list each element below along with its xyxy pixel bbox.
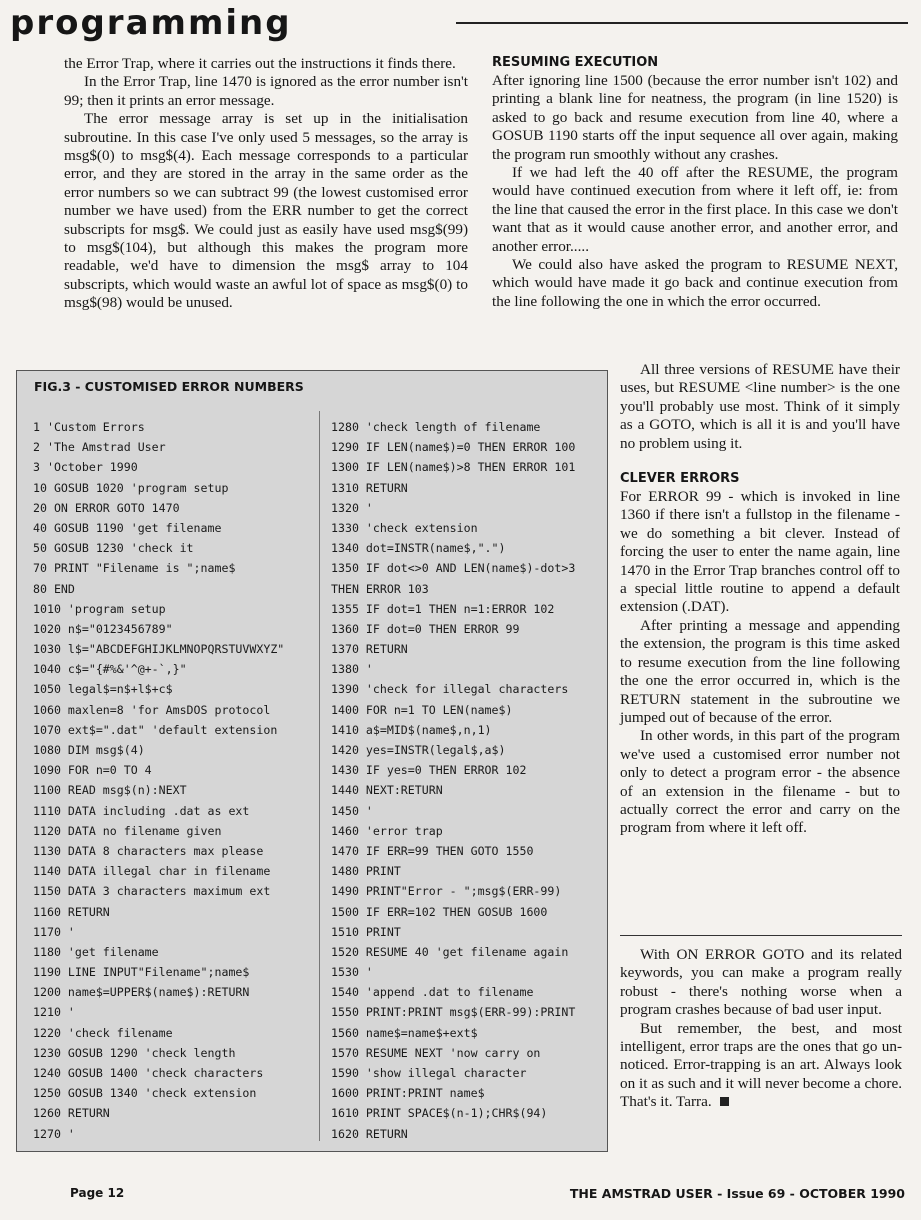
code-line: 1120 DATA no filename given (33, 823, 222, 838)
code-line: 1250 GOSUB 1340 'check extension (33, 1086, 257, 1101)
program-listing (16, 370, 608, 1152)
code-line: 70 PRINT "Filename is ";name$ (33, 561, 236, 576)
code-line: 1400 FOR n=1 TO LEN(name$) (331, 702, 513, 717)
paragraph: For ERROR 99 - which is invoked in line 1360 if there isn't a fullstop in the filename - we do something a bit clever. Instead of forcing the user to enter the name again, line 1470 in the Error Trap branches control off to a special little routine to append a default extension (.DAT). (620, 488, 900, 616)
listing-left-column (33, 417, 321, 1144)
code-line: 1070 ext$=".dat" 'default extension (33, 722, 278, 737)
listing-right-column (331, 417, 601, 1144)
code-line: 1560 name$=name$+ext$ (331, 1025, 478, 1040)
listing-title: FIG.3 - CUSTOMISED ERROR NUMBERS (34, 379, 304, 394)
code-line: 1090 FOR n=0 TO 4 (33, 763, 152, 778)
code-line: 1190 LINE INPUT"Filename";name$ (33, 965, 250, 980)
paragraph-with-end-mark (620, 1020, 902, 1112)
code-line: 1530 ' (331, 965, 373, 980)
code-line: 1260 RETURN (33, 1106, 110, 1121)
code-line: 1320 ' (331, 500, 373, 515)
section-title: programming (10, 3, 292, 43)
end-of-article-mark (720, 1097, 729, 1106)
code-line: 1 'Custom Errors (33, 420, 145, 434)
code-line: 1220 'check filename (33, 1025, 173, 1040)
magazine-footer: THE AMSTRAD USER - Issue 69 - OCTOBER 1990 (569, 1186, 905, 1201)
code-line: 50 GOSUB 1230 'check it (33, 541, 194, 556)
paragraph: After ignoring line 1500 (because the error number isn't 102) and printing a blank line for neatness, the program (in line 1520) is asked to go back and resume execution from line 40, where a GOSUB 1190 starts off the input sequence all over again, making the program run smoothly without any crashes. (492, 72, 898, 163)
code-line: 1610 PRINT SPACE$(n-1);CHR$(94) (331, 1106, 548, 1121)
code-line: 1280 'check length of filename (331, 420, 541, 434)
code-line: 1310 RETURN (331, 480, 408, 495)
code-line: 1240 GOSUB 1400 'check characters (33, 1066, 264, 1080)
code-line: 1290 IF LEN(name$)=0 THEN ERROR 100 (331, 440, 576, 455)
code-line: 80 END (33, 581, 75, 596)
code-line: 1110 DATA including .dat as ext (33, 803, 250, 818)
code-line: 1410 a$=MID$(name$,n,1) (331, 722, 492, 737)
code-line: 20 ON ERROR GOTO 1470 (33, 500, 180, 515)
code-line: 1180 'get filename (33, 944, 159, 959)
code-line: 1510 PRINT (331, 924, 401, 939)
code-line: 1100 READ msg$(n):NEXT (33, 783, 187, 798)
code-line: 1550 PRINT:PRINT msg$(ERR-99):PRINT (331, 1005, 576, 1020)
code-line: 1210 ' (33, 1005, 75, 1020)
code-line: THEN ERROR 103 (331, 581, 429, 596)
code-line: 1200 name$=UPPER$(name$):RETURN (33, 985, 250, 1000)
code-line: 1170 ' (33, 924, 75, 939)
code-line: 1230 GOSUB 1290 'check length (33, 1045, 236, 1060)
header-rule (456, 22, 908, 24)
code-line: 1140 DATA illegal char in filename (33, 864, 271, 879)
code-line: 1010 'program setup (33, 601, 166, 616)
code-line: 1600 PRINT:PRINT name$ (331, 1086, 485, 1101)
code-line: 1500 IF ERR=102 THEN GOSUB 1600 (331, 904, 548, 919)
code-line: 1540 'append .dat to filename (331, 985, 534, 1000)
code-line: 1390 'check for illegal characters (331, 682, 569, 697)
code-line: 1380 ' (331, 662, 373, 677)
code-line: 1430 IF yes=0 THEN ERROR 102 (331, 763, 527, 778)
code-line: 1570 RESUME NEXT 'now carry on (331, 1045, 541, 1060)
paragraph: After printing a message and appending the extension, the program is this time asked to resume execution from the line following the one the error occurred in, which is the RETURN statement in the subroutine we jumped out of because of the error. (620, 616, 900, 726)
code-line: 1480 PRINT (331, 864, 401, 879)
code-line: 1355 IF dot=1 THEN n=1:ERROR 102 (331, 601, 555, 616)
code-line: 1030 l$="ABCDEFGHIJKLMNOPQRSTUVWXYZ" (33, 642, 285, 657)
code-line: 1460 'error trap (331, 823, 443, 838)
code-line: 1440 NEXT:RETURN (331, 783, 443, 798)
section-heading: RESUMING EXECUTION (492, 55, 659, 70)
code-line: 1520 RESUME 40 'get filename again (331, 944, 569, 959)
code-line: 1330 'check extension (331, 520, 478, 535)
code-line: 1340 dot=INSTR(name$,".") (331, 541, 506, 556)
paragraph: If we had left the 40 off after the RESUME, the program would have continued execution from where it left off, ie: from the line that caused the error in the first place. In this case we don't want that as it would cause another error, and another error, and another error..... (492, 164, 898, 255)
code-line: 1040 c$="{#%&'^@+-`,}" (33, 662, 187, 677)
code-line: 1150 DATA 3 characters maximum ext (33, 884, 271, 899)
page-number: Page 12 (70, 1186, 125, 1200)
code-line: 1050 legal$=n$+l$+c$ (33, 682, 173, 697)
code-line: 1360 IF dot=0 THEN ERROR 99 (331, 621, 520, 636)
paragraph: With ON ERROR GOTO and its related keywords, you can make a program really robust - there's nothing worse when a program crashes because of bad user input. (620, 946, 902, 1019)
code-line: 1020 n$="0123456789" (33, 621, 173, 636)
paragraph: But remember, the best, and most intelligent, error traps are the ones that go un-noticed. Error-trapping is an art. Always look on it as such and it will never become a chore. That's it. Tarra. (620, 1019, 902, 1111)
code-line: 1590 'show illegal character (331, 1066, 527, 1080)
code-line: 1620 RETURN (331, 1126, 408, 1141)
section-divider (620, 935, 902, 936)
left-column (64, 55, 468, 313)
code-line: 1370 RETURN (331, 642, 408, 657)
paragraph: We could also have asked the program to RESUME NEXT, which would have made it go back and continue execution from the line following the one in which the error occurred. (492, 256, 898, 310)
code-line: 40 GOSUB 1190 'get filename (33, 520, 222, 535)
code-line: 1470 IF ERR=99 THEN GOTO 1550 (331, 843, 534, 858)
resuming-execution-section (492, 53, 898, 311)
code-line: 3 'October 1990 (33, 460, 138, 475)
paragraph: the Error Trap, where it carries out the instructions it finds there. (64, 55, 456, 72)
section-heading: CLEVER ERRORS (620, 471, 740, 487)
code-line: 1450 ' (331, 803, 373, 818)
code-line: 10 GOSUB 1020 'program setup (33, 480, 229, 495)
paragraph: All three versions of RESUME have their uses, but RESUME <line number> is the one you'll probably use most. Think of it simply as a GOTO, which is all it is and you'll have no problem using it. (620, 361, 900, 452)
code-line: 1300 IF LEN(name$)>8 THEN ERROR 101 (331, 460, 576, 475)
code-line: 1350 IF dot<>0 AND LEN(name$)-dot>3 (331, 561, 576, 576)
code-line: 1270 ' (33, 1126, 75, 1141)
paragraph: In other words, in this part of the program we've used a customised error number not only to detect a program error - the absence of an extension in the filename - but to actually correct the error and carry on the program from where it left off. (620, 727, 900, 837)
code-line: 1420 yes=INSTR(legal$,a$) (331, 743, 506, 757)
clever-errors-section (620, 361, 900, 838)
code-line: 1060 maxlen=8 'for AmsDOS protocol (33, 702, 271, 717)
code-line: 1080 DIM msg$(4) (33, 743, 145, 757)
code-line: 1160 RETURN (33, 904, 110, 919)
paragraph: In the Error Trap, line 1470 is ignored as the error number isn't 99; then it prints an error message. (64, 73, 468, 109)
conclusion-section (620, 946, 902, 1112)
code-line: 1490 PRINT"Error - ";msg$(ERR-99) (331, 884, 562, 899)
paragraph: The error message array is set up in the initialisation subroutine. In this case I've only used 5 messages, so the array is msg$(0) to msg$(4). Each message corresponds to a particular error, and they are stored in the array in the same order as the error numbers so we can subtract 99 (the lowest customised error number we have used) from the ERR number to get the correct subscripts for msg$. We could just as easily have used msg$(99) to msg$(104), but although this makes the program more readable, we'd have to dimension the msg$ array to 104 subscripts, which would waste an awful lot of space as msg$(0) to msg$(98) would be unused. (64, 110, 468, 312)
code-line: 1130 DATA 8 characters max please (33, 843, 264, 858)
page-header (10, 4, 910, 44)
code-line: 2 'The Amstrad User (33, 440, 166, 455)
